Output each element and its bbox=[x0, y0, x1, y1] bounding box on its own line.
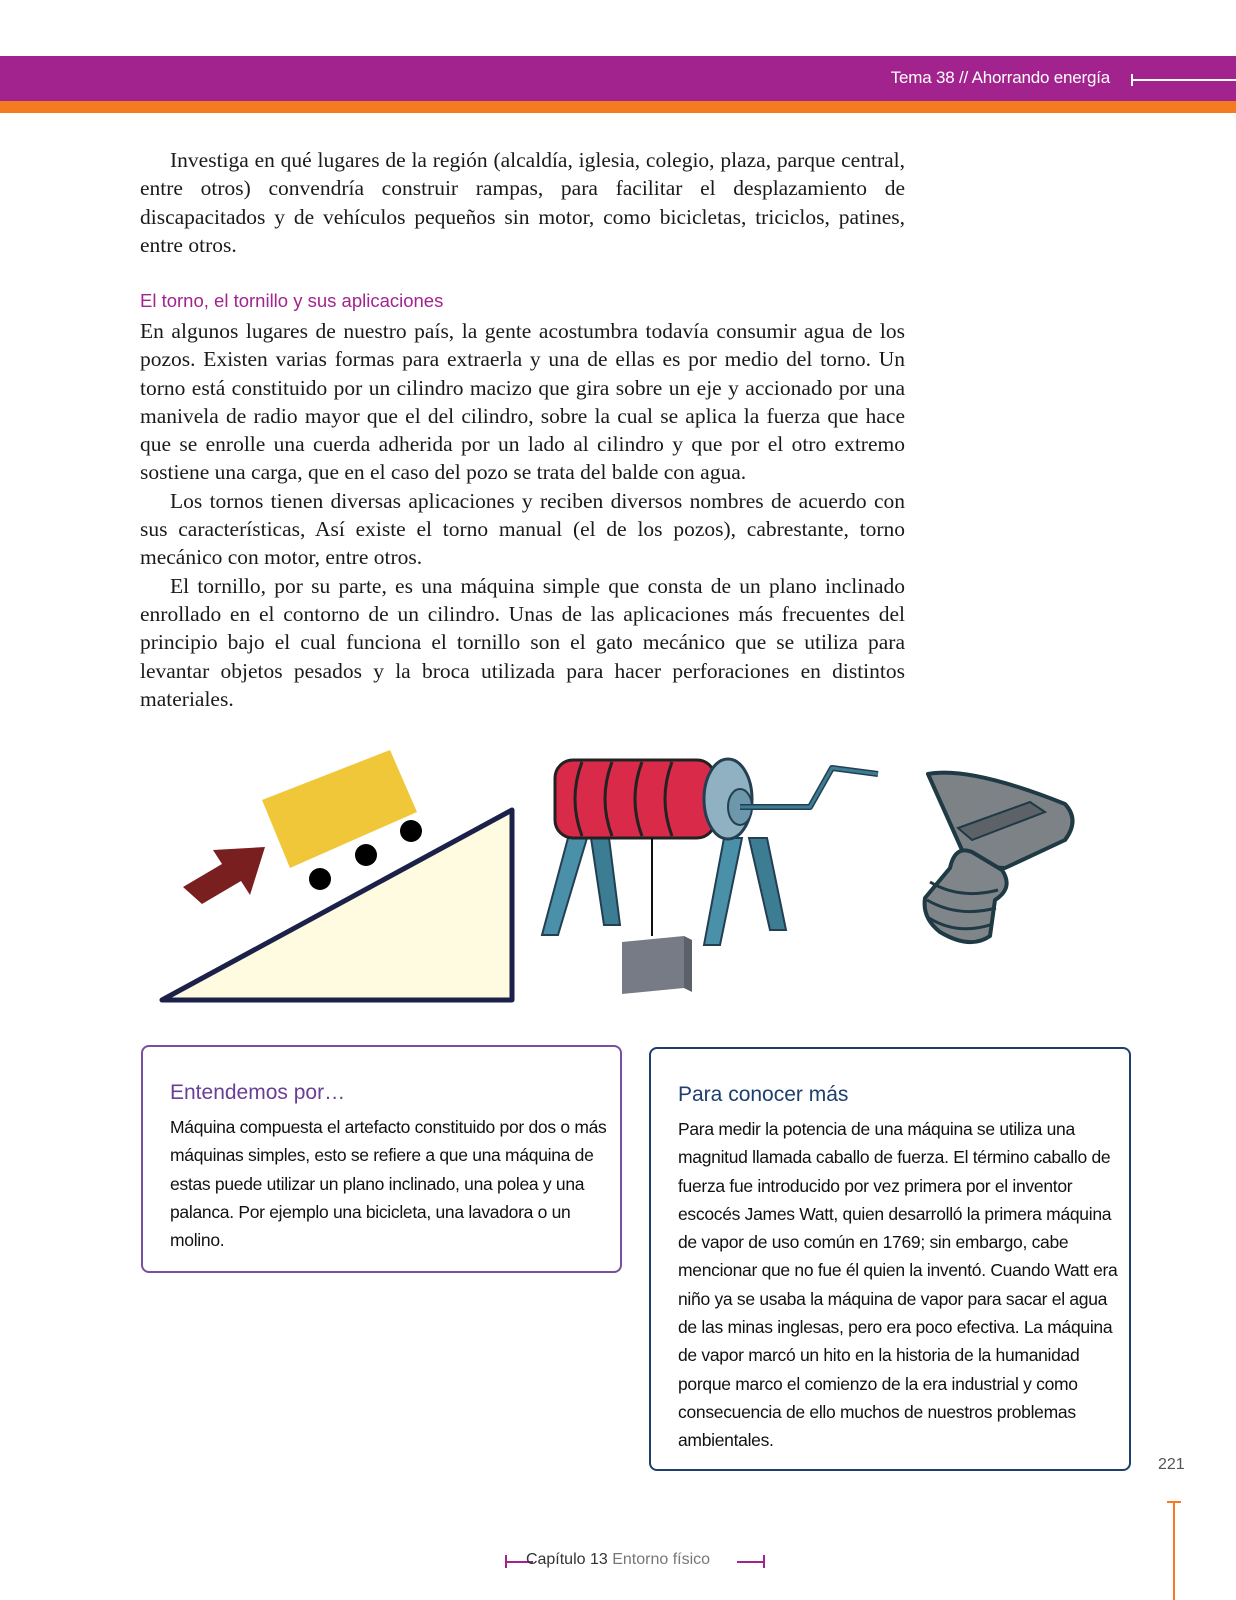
section-paragraph-2: Los tornos tienen diversas aplicaciones y reciben diversos nombres de acuerdo con sus características, Así existe el torno manual (el de los pozos), cabrestante, torno mecánico con motor, entre otros. bbox=[140, 488, 905, 570]
footer-right-tick bbox=[763, 1555, 765, 1568]
section-paragraph-3: El tornillo, por su parte, es una máquina simple que consta de un plano inclinado enrollado en el contorno de un cilindro. Unas de las aplicaciones más frecuentes del principio bajo el cual funciona el tornillo son el gato mecánico que se utiliza para levantar objetos pesados y la broca utilizada para hacer perforaciones en distintos materiales. bbox=[140, 573, 905, 711]
inclined-plane-illustration bbox=[162, 750, 512, 1000]
footer-chapter: Capítulo 13 bbox=[525, 1551, 608, 1568]
header-accent-stripe bbox=[0, 101, 1236, 113]
learn-more-box-title: Para conocer más bbox=[678, 1083, 849, 1106]
section-heading: El torno, el tornillo y sus aplicaciones bbox=[140, 290, 444, 311]
header-rule bbox=[1132, 79, 1236, 81]
footer bbox=[0, 1551, 1236, 1569]
learn-more-box bbox=[649, 1047, 1131, 1471]
definition-box bbox=[141, 1045, 622, 1273]
intro-text bbox=[140, 146, 905, 259]
definition-box-title: Entendemos por… bbox=[170, 1081, 346, 1104]
section-paragraph-1: En algunos lugares de nuestro país, la gente acostumbra todavía consumir agua de los pozos. Existen varias formas para extraerla y una de ellas es por medio del torno. Un torno está constituido por un cilindro macizo que gira sobre un eje y accionado por una manivela de radio mayor que el del cilindro, sobre la cual se aplica la fuerza que hace que se enrolle una cuerda adherida por un lado al cilindro y que por el otro extremo sostiene una carga, que en el caso del pozo se trata del balde con agua. bbox=[140, 319, 905, 485]
learn-more-box-text: Para medir la potencia de una máquina se utiliza una magnitud llamada caballo de fuerza. El término caballo de fuerza fue introducido por vez primera por el inventor escocés James Watt, quien desarrolló la primera máquina de vapor de uso común en 1769; sin embargo, cabe mencionar que no fue él quien la inventó. Cuando Watt era niño ya se usaba la máquina de vapor para sacar el agua de las minas inglesas, pero era poco efectiva. La máquina de vapor marcó un hito en la historia de la humanidad porque marco el comienzo de la era industrial y como consecuencia de ello muchos de nuestros problemas ambientales. bbox=[678, 1119, 1118, 1451]
windlass-illustration bbox=[542, 759, 878, 994]
definition-box-text: Máquina compuesta el artefacto constituido por dos o más máquinas simples, esto se refiere a que una máquina de estas puede utilizar un plano inclinado, una polea y una palanca. Por ejemplo una bicicleta, una lavadora o un molino. bbox=[170, 1117, 607, 1251]
screw-illustration bbox=[925, 773, 1073, 943]
footer-right-rule bbox=[737, 1561, 765, 1563]
page-number: 221 bbox=[1158, 1456, 1185, 1473]
footer-subtitle: Entorno físico bbox=[612, 1551, 711, 1568]
intro-paragraph: Investiga en qué lugares de la región (alcaldía, iglesia, colegio, plaza, parque central, entre otros) convendría construir rampas, para facilitar el desplazamiento de discapacitados y de vehículos pequeños sin motor, como bicicletas, triciclos, patines, entre otros. bbox=[140, 148, 905, 257]
section-body bbox=[140, 317, 905, 713]
header-title: Tema 38 // Ahorrando energía bbox=[890, 68, 1110, 87]
simple-machines-illustration bbox=[150, 750, 1110, 1022]
